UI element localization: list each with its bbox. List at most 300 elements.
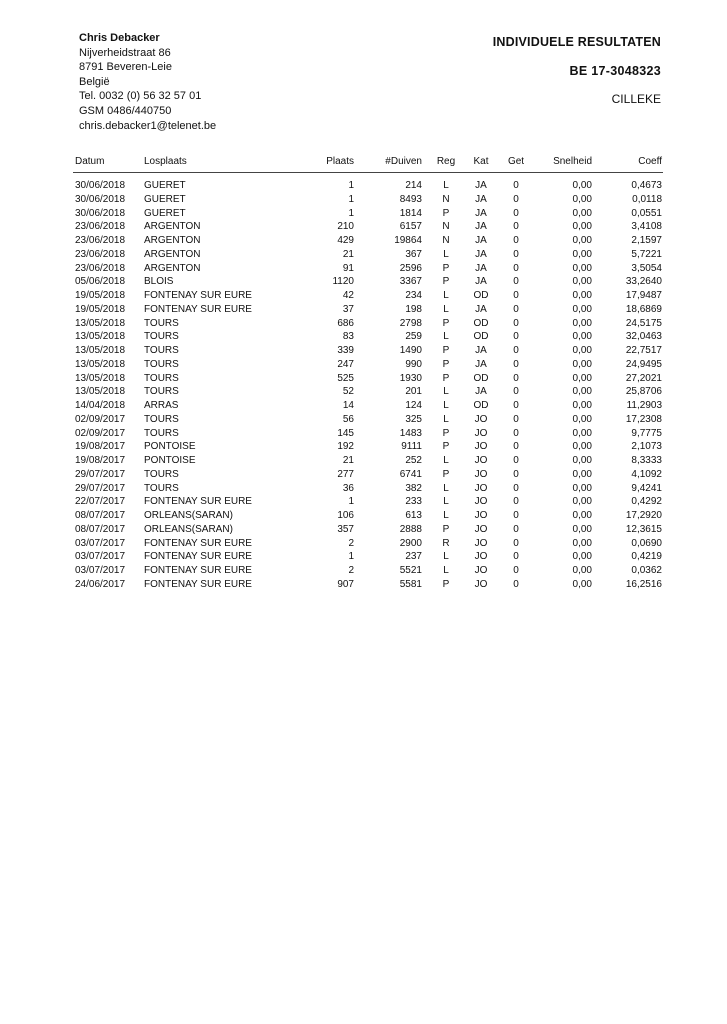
cell-losplaats: FONTENAY SUR EURE	[144, 496, 252, 508]
cell-duiven: 19864	[394, 235, 422, 246]
cell-reg: P	[442, 276, 450, 288]
table-row	[0, 510, 727, 524]
cell-kat: JA	[475, 193, 487, 205]
table-row	[0, 276, 727, 290]
cell-get: 0	[513, 386, 519, 398]
cell-plaats: 37	[342, 303, 354, 315]
cell-losplaats: FONTENAY SUR EURE	[144, 303, 252, 315]
cell-coeff: 18,6869	[625, 303, 662, 315]
cell-datum: 23/06/2018	[75, 262, 126, 274]
ring-number: BE 17-3048323	[569, 64, 661, 78]
cell-get: 0	[513, 207, 519, 219]
cell-coeff: 3,4108	[631, 221, 662, 233]
cell-reg: L	[443, 496, 449, 508]
header-duiven: #Duiven	[385, 156, 422, 167]
cell-get: 0	[513, 427, 519, 439]
cell-get: 0	[513, 345, 519, 356]
cell-snelheid: 0,00	[572, 276, 592, 288]
table-row	[0, 180, 727, 194]
cell-losplaats: ORLEANS(SARAN)	[144, 510, 233, 521]
cell-plaats: 192	[337, 441, 354, 453]
cell-plaats: 21	[342, 455, 354, 466]
table-row	[0, 345, 727, 359]
cell-kat: JO	[474, 427, 488, 439]
cell-losplaats: TOURS	[144, 427, 179, 439]
cell-get: 0	[513, 578, 519, 590]
table-row	[0, 524, 727, 538]
cell-snelheid: 0,00	[572, 578, 592, 590]
cell-kat: JO	[474, 482, 488, 494]
cell-kat: JA	[475, 386, 487, 398]
cell-datum: 29/07/2017	[75, 482, 126, 494]
cell-coeff: 22,7517	[625, 345, 662, 356]
cell-duiven: 5521	[399, 565, 422, 576]
cell-datum: 13/05/2018	[75, 331, 126, 343]
cell-losplaats: TOURS	[144, 345, 179, 356]
cell-kat: JO	[474, 441, 488, 453]
header-get: Get	[507, 156, 525, 167]
cell-losplaats: GUERET	[144, 193, 186, 205]
cell-datum: 19/05/2018	[75, 290, 126, 301]
cell-duiven: 259	[405, 331, 422, 343]
cell-get: 0	[513, 523, 519, 535]
cell-snelheid: 0,00	[572, 441, 592, 453]
header-reg: Reg	[436, 156, 456, 167]
cell-losplaats: TOURS	[144, 468, 179, 480]
table-row	[0, 208, 727, 222]
cell-get: 0	[513, 317, 519, 329]
cell-plaats: 106	[337, 510, 354, 521]
cell-datum: 30/06/2018	[75, 207, 126, 219]
cell-datum: 24/06/2017	[75, 578, 126, 590]
cell-losplaats: FONTENAY SUR EURE	[144, 551, 252, 563]
sender-name: Chris Debacker	[79, 32, 160, 44]
cell-datum: 13/05/2018	[75, 317, 126, 329]
cell-plaats: 52	[342, 386, 354, 398]
cell-losplaats: PONTOISE	[144, 455, 196, 466]
cell-plaats: 277	[337, 468, 354, 480]
cell-snelheid: 0,00	[572, 455, 592, 466]
cell-datum: 19/05/2018	[75, 303, 126, 315]
cell-plaats: 1	[348, 193, 354, 205]
cell-reg: L	[443, 551, 449, 563]
cell-plaats: 1	[348, 496, 354, 508]
cell-coeff: 8,3333	[631, 455, 662, 466]
header-coeff: Coeff	[638, 156, 662, 167]
cell-plaats: 357	[337, 523, 354, 535]
cell-duiven: 6157	[399, 221, 422, 233]
cell-duiven: 2900	[399, 537, 422, 549]
cell-coeff: 0,4292	[631, 496, 662, 508]
cell-snelheid: 0,00	[572, 331, 592, 343]
cell-plaats: 210	[337, 221, 354, 233]
cell-get: 0	[513, 358, 519, 370]
cell-duiven: 2888	[399, 523, 422, 535]
cell-duiven: 214	[405, 180, 422, 191]
cell-reg: P	[442, 468, 450, 480]
cell-duiven: 1930	[399, 372, 422, 384]
cell-snelheid: 0,00	[572, 358, 592, 370]
cell-snelheid: 0,00	[572, 262, 592, 274]
cell-kat: JO	[474, 510, 488, 521]
cell-coeff: 25,8706	[625, 386, 662, 398]
table-row	[0, 386, 727, 400]
cell-snelheid: 0,00	[572, 221, 592, 233]
cell-coeff: 5,7221	[631, 248, 662, 260]
table-row	[0, 235, 727, 249]
sender-phone: Tel. 0032 (0) 56 32 57 01	[79, 90, 202, 103]
cell-losplaats: ARGENTON	[144, 221, 201, 233]
cell-reg: L	[443, 386, 449, 398]
cell-coeff: 16,2516	[625, 578, 662, 590]
table-row	[0, 565, 727, 579]
cell-coeff: 24,9495	[625, 358, 662, 370]
table-row	[0, 331, 727, 345]
cell-get: 0	[513, 537, 519, 549]
table-row	[0, 551, 727, 565]
cell-plaats: 56	[342, 413, 354, 425]
cell-plaats: 1120	[332, 276, 354, 288]
cell-reg: P	[442, 207, 450, 219]
cell-get: 0	[513, 510, 519, 521]
cell-losplaats: GUERET	[144, 180, 186, 191]
table-row	[0, 455, 727, 469]
cell-losplaats: TOURS	[144, 372, 179, 384]
cell-plaats: 91	[342, 262, 354, 274]
header-snelheid: Snelheid	[553, 156, 592, 167]
cell-snelheid: 0,00	[572, 551, 592, 563]
cell-duiven: 252	[405, 455, 422, 466]
cell-plaats: 42	[342, 290, 354, 301]
cell-get: 0	[513, 413, 519, 425]
cell-reg: P	[442, 578, 450, 590]
cell-plaats: 1	[348, 551, 354, 563]
report-title: INDIVIDUELE RESULTATEN	[492, 35, 661, 49]
cell-losplaats: ARRAS	[144, 400, 179, 411]
cell-reg: P	[442, 345, 450, 356]
cell-duiven: 124	[405, 400, 422, 411]
cell-losplaats: TOURS	[144, 413, 179, 425]
cell-datum: 13/05/2018	[75, 358, 126, 370]
cell-get: 0	[513, 441, 519, 453]
cell-datum: 03/07/2017	[75, 565, 126, 576]
table-row	[0, 579, 727, 593]
cell-reg: L	[443, 455, 449, 466]
cell-snelheid: 0,00	[572, 317, 592, 329]
cell-plaats: 83	[342, 331, 354, 343]
table-row	[0, 318, 727, 332]
cell-reg: L	[443, 413, 449, 425]
cell-datum: 13/05/2018	[75, 386, 126, 398]
cell-snelheid: 0,00	[572, 413, 592, 425]
cell-datum: 23/06/2018	[75, 248, 126, 260]
cell-datum: 13/05/2018	[75, 345, 126, 356]
header-kat: Kat	[473, 156, 489, 167]
cell-plaats: 36	[342, 482, 354, 494]
cell-reg: L	[443, 331, 449, 343]
cell-duiven: 3367	[399, 276, 422, 288]
cell-plaats: 429	[337, 235, 354, 246]
cell-kat: JO	[474, 537, 488, 549]
cell-losplaats: ORLEANS(SARAN)	[144, 523, 233, 535]
cell-coeff: 0,0551	[631, 207, 662, 219]
cell-duiven: 990	[405, 358, 422, 370]
cell-datum: 08/07/2017	[75, 523, 126, 535]
table-row	[0, 483, 727, 497]
table-row	[0, 400, 727, 414]
header-plaats: Plaats	[326, 156, 354, 167]
cell-snelheid: 0,00	[572, 180, 592, 191]
cell-datum: 03/07/2017	[75, 537, 126, 549]
cell-coeff: 32,0463	[625, 331, 662, 343]
cell-datum: 22/07/2017	[75, 496, 126, 508]
cell-kat: JA	[475, 276, 487, 288]
cell-coeff: 2,1073	[631, 441, 662, 453]
cell-duiven: 8493	[399, 193, 422, 205]
cell-snelheid: 0,00	[572, 482, 592, 494]
cell-kat: JA	[475, 235, 487, 246]
cell-get: 0	[513, 303, 519, 315]
cell-snelheid: 0,00	[572, 345, 592, 356]
cell-plaats: 145	[337, 427, 354, 439]
cell-losplaats: FONTENAY SUR EURE	[144, 537, 252, 549]
cell-snelheid: 0,00	[572, 290, 592, 301]
cell-snelheid: 0,00	[572, 372, 592, 384]
cell-reg: L	[443, 400, 449, 411]
cell-get: 0	[513, 276, 519, 288]
cell-get: 0	[513, 193, 519, 205]
cell-plaats: 907	[337, 578, 354, 590]
cell-snelheid: 0,00	[572, 468, 592, 480]
cell-datum: 02/09/2017	[75, 427, 126, 439]
sender-country: België	[79, 75, 110, 88]
cell-coeff: 0,4673	[631, 180, 662, 191]
cell-duiven: 367	[405, 248, 422, 260]
cell-snelheid: 0,00	[572, 235, 592, 246]
cell-snelheid: 0,00	[572, 427, 592, 439]
cell-losplaats: TOURS	[144, 358, 179, 370]
cell-get: 0	[513, 290, 519, 301]
cell-snelheid: 0,00	[572, 248, 592, 260]
cell-get: 0	[513, 551, 519, 563]
cell-reg: L	[443, 510, 449, 521]
cell-reg: N	[442, 221, 450, 233]
cell-plaats: 686	[337, 317, 354, 329]
cell-kat: OD	[473, 290, 489, 301]
header-losplaats: Losplaats	[144, 156, 187, 167]
cell-coeff: 0,4219	[631, 551, 662, 563]
cell-reg: N	[442, 193, 450, 205]
cell-datum: 13/05/2018	[75, 372, 126, 384]
cell-reg: P	[442, 262, 450, 274]
cell-plaats: 14	[342, 400, 354, 411]
cell-duiven: 1483	[399, 427, 422, 439]
cell-kat: JA	[475, 221, 487, 233]
table-row	[0, 373, 727, 387]
cell-get: 0	[513, 468, 519, 480]
cell-losplaats: TOURS	[144, 331, 179, 343]
cell-get: 0	[513, 400, 519, 411]
cell-duiven: 2596	[399, 262, 422, 274]
cell-reg: P	[442, 427, 450, 439]
cell-reg: P	[442, 317, 450, 329]
cell-reg: R	[442, 537, 450, 549]
cell-snelheid: 0,00	[572, 303, 592, 315]
table-row	[0, 194, 727, 208]
cell-reg: L	[443, 303, 449, 315]
cell-coeff: 9,4241	[631, 482, 662, 494]
cell-snelheid: 0,00	[572, 565, 592, 576]
cell-reg: L	[443, 565, 449, 576]
cell-get: 0	[513, 331, 519, 343]
cell-losplaats: PONTOISE	[144, 441, 196, 453]
cell-duiven: 5581	[399, 578, 422, 590]
cell-duiven: 233	[405, 496, 422, 508]
cell-coeff: 0,0690	[631, 537, 662, 549]
cell-duiven: 382	[405, 482, 422, 494]
cell-kat: JO	[474, 496, 488, 508]
sender-email: chris.debacker1@telenet.be	[79, 119, 217, 132]
cell-kat: JA	[475, 262, 487, 274]
cell-datum: 23/06/2018	[75, 235, 126, 246]
cell-kat: JO	[474, 455, 488, 466]
table-row	[0, 428, 727, 442]
cell-datum: 14/04/2018	[75, 400, 126, 411]
cell-datum: 19/08/2017	[75, 441, 126, 453]
cell-kat: JO	[474, 565, 488, 576]
cell-losplaats: GUERET	[144, 207, 186, 219]
cell-kat: JO	[474, 413, 488, 425]
cell-kat: JO	[474, 551, 488, 563]
cell-losplaats: TOURS	[144, 317, 179, 329]
table-row	[0, 304, 727, 318]
cell-get: 0	[513, 235, 519, 246]
cell-plaats: 2	[348, 537, 354, 549]
cell-losplaats: TOURS	[144, 482, 179, 494]
cell-duiven: 234	[405, 290, 422, 301]
cell-kat: OD	[473, 331, 489, 343]
cell-losplaats: FONTENAY SUR EURE	[144, 290, 252, 301]
cell-duiven: 9111	[401, 441, 422, 453]
cell-kat: JO	[474, 523, 488, 535]
cell-snelheid: 0,00	[572, 523, 592, 535]
cell-reg: P	[442, 358, 450, 370]
cell-kat: JA	[475, 345, 487, 356]
cell-coeff: 27,2021	[625, 372, 662, 384]
cell-coeff: 11,2903	[626, 400, 662, 411]
cell-snelheid: 0,00	[572, 537, 592, 549]
cell-plaats: 1	[348, 207, 354, 219]
cell-reg: N	[442, 235, 450, 246]
cell-snelheid: 0,00	[572, 207, 592, 219]
cell-coeff: 12,3615	[625, 523, 662, 535]
cell-kat: JA	[475, 358, 487, 370]
cell-reg: L	[443, 180, 449, 191]
cell-duiven: 613	[405, 510, 422, 521]
cell-reg: L	[443, 290, 449, 301]
cell-plaats: 247	[337, 358, 354, 370]
cell-coeff: 9,7775	[631, 427, 662, 439]
table-row	[0, 441, 727, 455]
cell-losplaats: ARGENTON	[144, 235, 201, 246]
cell-losplaats: BLOIS	[144, 276, 174, 288]
cell-get: 0	[513, 262, 519, 274]
cell-datum: 30/06/2018	[75, 193, 126, 205]
cell-get: 0	[513, 455, 519, 466]
cell-reg: P	[442, 441, 450, 453]
cell-kat: OD	[473, 317, 489, 329]
cell-coeff: 24,5175	[625, 317, 662, 329]
cell-coeff: 4,1092	[631, 468, 662, 480]
table-row	[0, 290, 727, 304]
cell-snelheid: 0,00	[572, 386, 592, 398]
cell-reg: P	[442, 523, 450, 535]
cell-datum: 29/07/2017	[75, 468, 126, 480]
cell-duiven: 325	[405, 413, 422, 425]
cell-kat: JA	[475, 207, 487, 219]
cell-kat: JA	[475, 303, 487, 315]
cell-losplaats: TOURS	[144, 386, 179, 398]
cell-get: 0	[513, 248, 519, 260]
cell-plaats: 525	[337, 372, 354, 384]
table-row	[0, 414, 727, 428]
cell-kat: JO	[474, 468, 488, 480]
cell-get: 0	[513, 482, 519, 494]
cell-coeff: 3,5054	[631, 262, 662, 274]
cell-coeff: 2,1597	[631, 235, 662, 246]
cell-kat: JO	[474, 578, 488, 590]
cell-coeff: 17,2308	[625, 413, 662, 425]
table-row	[0, 249, 727, 263]
cell-reg: P	[442, 372, 450, 384]
cell-kat: JA	[475, 180, 487, 191]
cell-plaats: 2	[348, 565, 354, 576]
cell-plaats: 1	[348, 180, 354, 191]
table-row	[0, 359, 727, 373]
cell-datum: 08/07/2017	[75, 510, 126, 521]
sender-city: 8791 Beveren-Leie	[79, 61, 172, 74]
cell-snelheid: 0,00	[572, 496, 592, 508]
cell-datum: 02/09/2017	[75, 413, 126, 425]
cell-losplaats: ARGENTON	[144, 248, 201, 260]
cell-coeff: 17,2920	[625, 510, 662, 521]
cell-duiven: 2798	[399, 317, 422, 329]
cell-duiven: 1490	[399, 345, 422, 356]
header-datum: Datum	[75, 156, 105, 167]
cell-datum: 30/06/2018	[75, 180, 126, 191]
cell-coeff: 17,9487	[625, 290, 662, 301]
cell-get: 0	[513, 496, 519, 508]
cell-duiven: 237	[405, 551, 422, 563]
cell-losplaats: FONTENAY SUR EURE	[144, 565, 252, 576]
header-divider	[73, 172, 663, 173]
cell-reg: L	[443, 248, 449, 260]
cell-datum: 19/08/2017	[75, 455, 126, 466]
cell-duiven: 198	[405, 303, 422, 315]
cell-snelheid: 0,00	[572, 510, 592, 521]
cell-plaats: 339	[337, 345, 354, 356]
cell-reg: L	[443, 482, 449, 494]
cell-duiven: 1814	[399, 207, 422, 219]
cell-coeff: 33,2640	[625, 276, 662, 288]
table-row	[0, 496, 727, 510]
cell-kat: OD	[473, 372, 489, 384]
table-row	[0, 538, 727, 552]
cell-snelheid: 0,00	[572, 193, 592, 205]
cell-get: 0	[513, 372, 519, 384]
cell-plaats: 21	[342, 248, 354, 260]
cell-kat: JA	[475, 248, 487, 260]
